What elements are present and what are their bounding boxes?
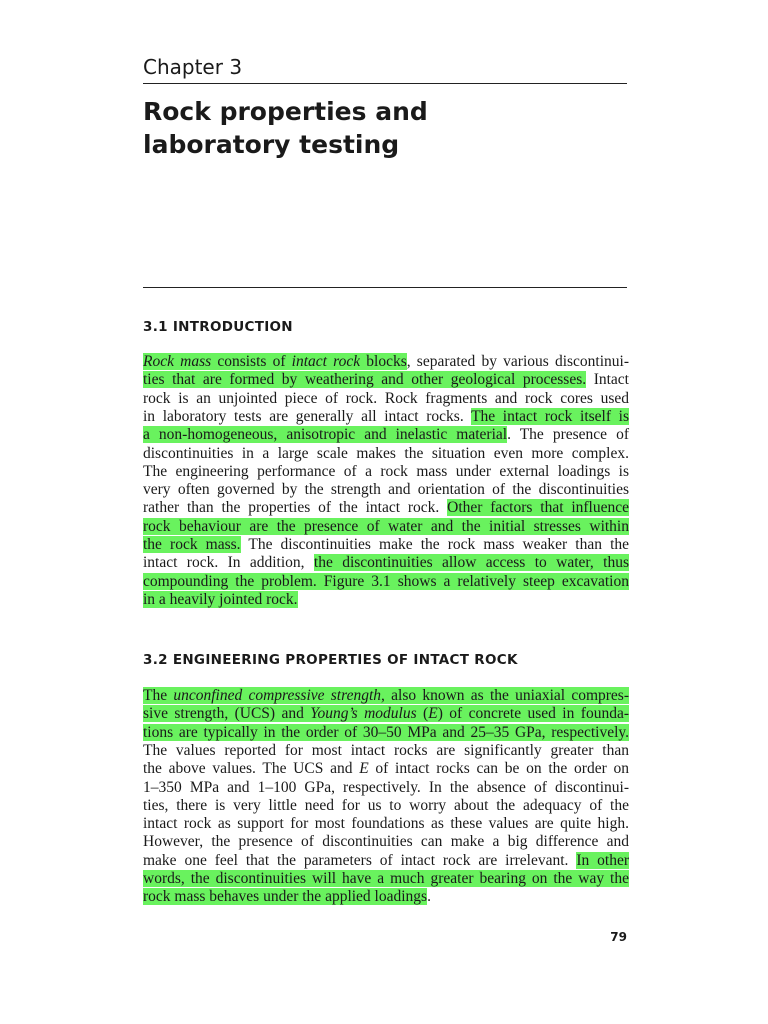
highlighted-text: ( [416, 705, 429, 723]
paragraph-line [143, 760, 629, 778]
paragraph-line [143, 481, 629, 499]
highlighted-text: rock mass behaves under the applied loadings [143, 888, 428, 906]
text-run: rather than the properties of the intact rock. [143, 499, 448, 517]
highlighted-text: ties that are formed by weathering and other geological processes. [143, 371, 587, 389]
highlighted-text: a non-homogeneous, anisotropic and inelastic material [143, 426, 508, 444]
text-run: the above values. The UCS and [143, 760, 360, 778]
paragraph-line [143, 852, 629, 870]
paragraph-line [143, 833, 629, 851]
text-run: The discontinuities make the rock mass weaker than the [240, 536, 630, 553]
paragraph-line [143, 815, 629, 833]
text-run: make one feel that the parameters of intact rock are irrelevant. [143, 851, 577, 869]
highlighted-text: consists of [211, 353, 292, 370]
highlighted-text: compounding the problem. Figure 3.1 shows a relatively steep excavation [143, 572, 629, 590]
highlighted-text: Young’s modulus [310, 705, 417, 723]
text-run: of intact rocks can be on the order on [368, 760, 629, 778]
paragraph-line [143, 426, 629, 444]
paragraph-line [143, 742, 629, 760]
highlighted-text: ) of concrete used in founda- [437, 705, 629, 723]
text-run: , separated by various discontinui- [406, 353, 629, 370]
highlighted-text: rock behaviour are the presence of water and the initial stresses within [143, 517, 629, 535]
highlighted-text: sive strength, (UCS) and [143, 705, 311, 723]
highlighted-text: the discontinuities allow access to water, thus [313, 554, 630, 572]
section-divider-rule [143, 287, 627, 288]
paragraph-line [143, 591, 629, 609]
paragraph-line [143, 705, 629, 723]
text-run: E [359, 760, 369, 778]
text-run: ties, there is very little need for us to worry about the adequacy of the [143, 796, 629, 814]
paragraph-line [143, 797, 629, 815]
section-heading-introduction: 3.1 INTRODUCTION [143, 319, 293, 335]
text-run: 1–350 MPa and 1–100 GPa, respectively. In the absence of discontinui- [143, 778, 629, 796]
paragraph-line [143, 870, 629, 888]
highlighted-text: The intact rock itself is [471, 407, 629, 425]
text-run: . The presence of [507, 426, 629, 444]
highlighted-text: E [428, 705, 438, 723]
highlighted-text: In other [576, 851, 629, 869]
paragraph-line [143, 724, 629, 742]
text-run: very often governed by the strength and orientation of the discontinuities [143, 481, 629, 499]
paragraph-line [143, 408, 629, 426]
page-number: 79 [610, 930, 627, 944]
chapter-label: Chapter 3 [143, 55, 243, 79]
highlighted-text: also known as the uniaxial compres- [384, 687, 629, 704]
text-run: rock is an unjointed piece of rock. Rock fragments and rock cores used [143, 389, 629, 407]
paragraph-line [143, 353, 629, 371]
text-run: The values reported for most intact rocks are significantly greater than [143, 741, 629, 759]
chapter-title-line-2: laboratory testing [143, 130, 400, 159]
text-run: The engineering performance of a rock mass under external loadings is [143, 462, 629, 480]
paragraph-line [143, 779, 629, 797]
paragraph-line [143, 390, 629, 408]
highlighted-text: unconfined compressive strength, [173, 687, 385, 704]
paragraph-line [143, 499, 629, 517]
section-heading-engineering-properties: 3.2 ENGINEERING PROPERTIES OF INTACT ROCK [143, 652, 518, 668]
highlighted-text: blocks [360, 353, 407, 370]
chapter-rule [143, 83, 627, 84]
paragraph-line [143, 573, 629, 591]
highlighted-text: Other factors that influence [447, 499, 629, 517]
text-run: in laboratory tests are generally all intact rocks. [143, 407, 472, 425]
chapter-title [143, 95, 623, 161]
paragraph-line [143, 445, 629, 463]
highlighted-text: intact rock [291, 353, 361, 370]
paragraph-line [143, 888, 629, 906]
paragraph-line [143, 518, 629, 536]
highlighted-text: the rock mass. [143, 536, 241, 553]
chapter-title-line-1: Rock properties and [143, 97, 428, 126]
highlighted-text: tions are typically in the order of 30–50 MPa and 25–35 GPa, respectively. [143, 723, 629, 741]
highlighted-text: in a heavily jointed rock. [143, 590, 298, 608]
text-run: intact rock. In addition, [143, 554, 314, 572]
highlighted-text: words, the discontinuities will have a much greater bearing on the way the [143, 870, 629, 887]
text-run: However, the presence of discontinuities can make a big difference and [143, 833, 629, 851]
paragraph-line [143, 463, 629, 481]
paragraph-line [143, 371, 629, 389]
paragraph-line [143, 554, 629, 572]
paragraph-line [143, 536, 629, 554]
text-run: discontinuities in a large scale makes the situation even more complex. [143, 444, 629, 462]
text-run: Intact [586, 371, 629, 389]
highlighted-text: Rock mass [143, 353, 212, 370]
paragraph-line [143, 687, 629, 705]
text-run: . [427, 888, 431, 906]
highlighted-text: The [143, 687, 174, 704]
text-run: intact rock as support for most foundations as these values are quite high. [143, 815, 629, 833]
